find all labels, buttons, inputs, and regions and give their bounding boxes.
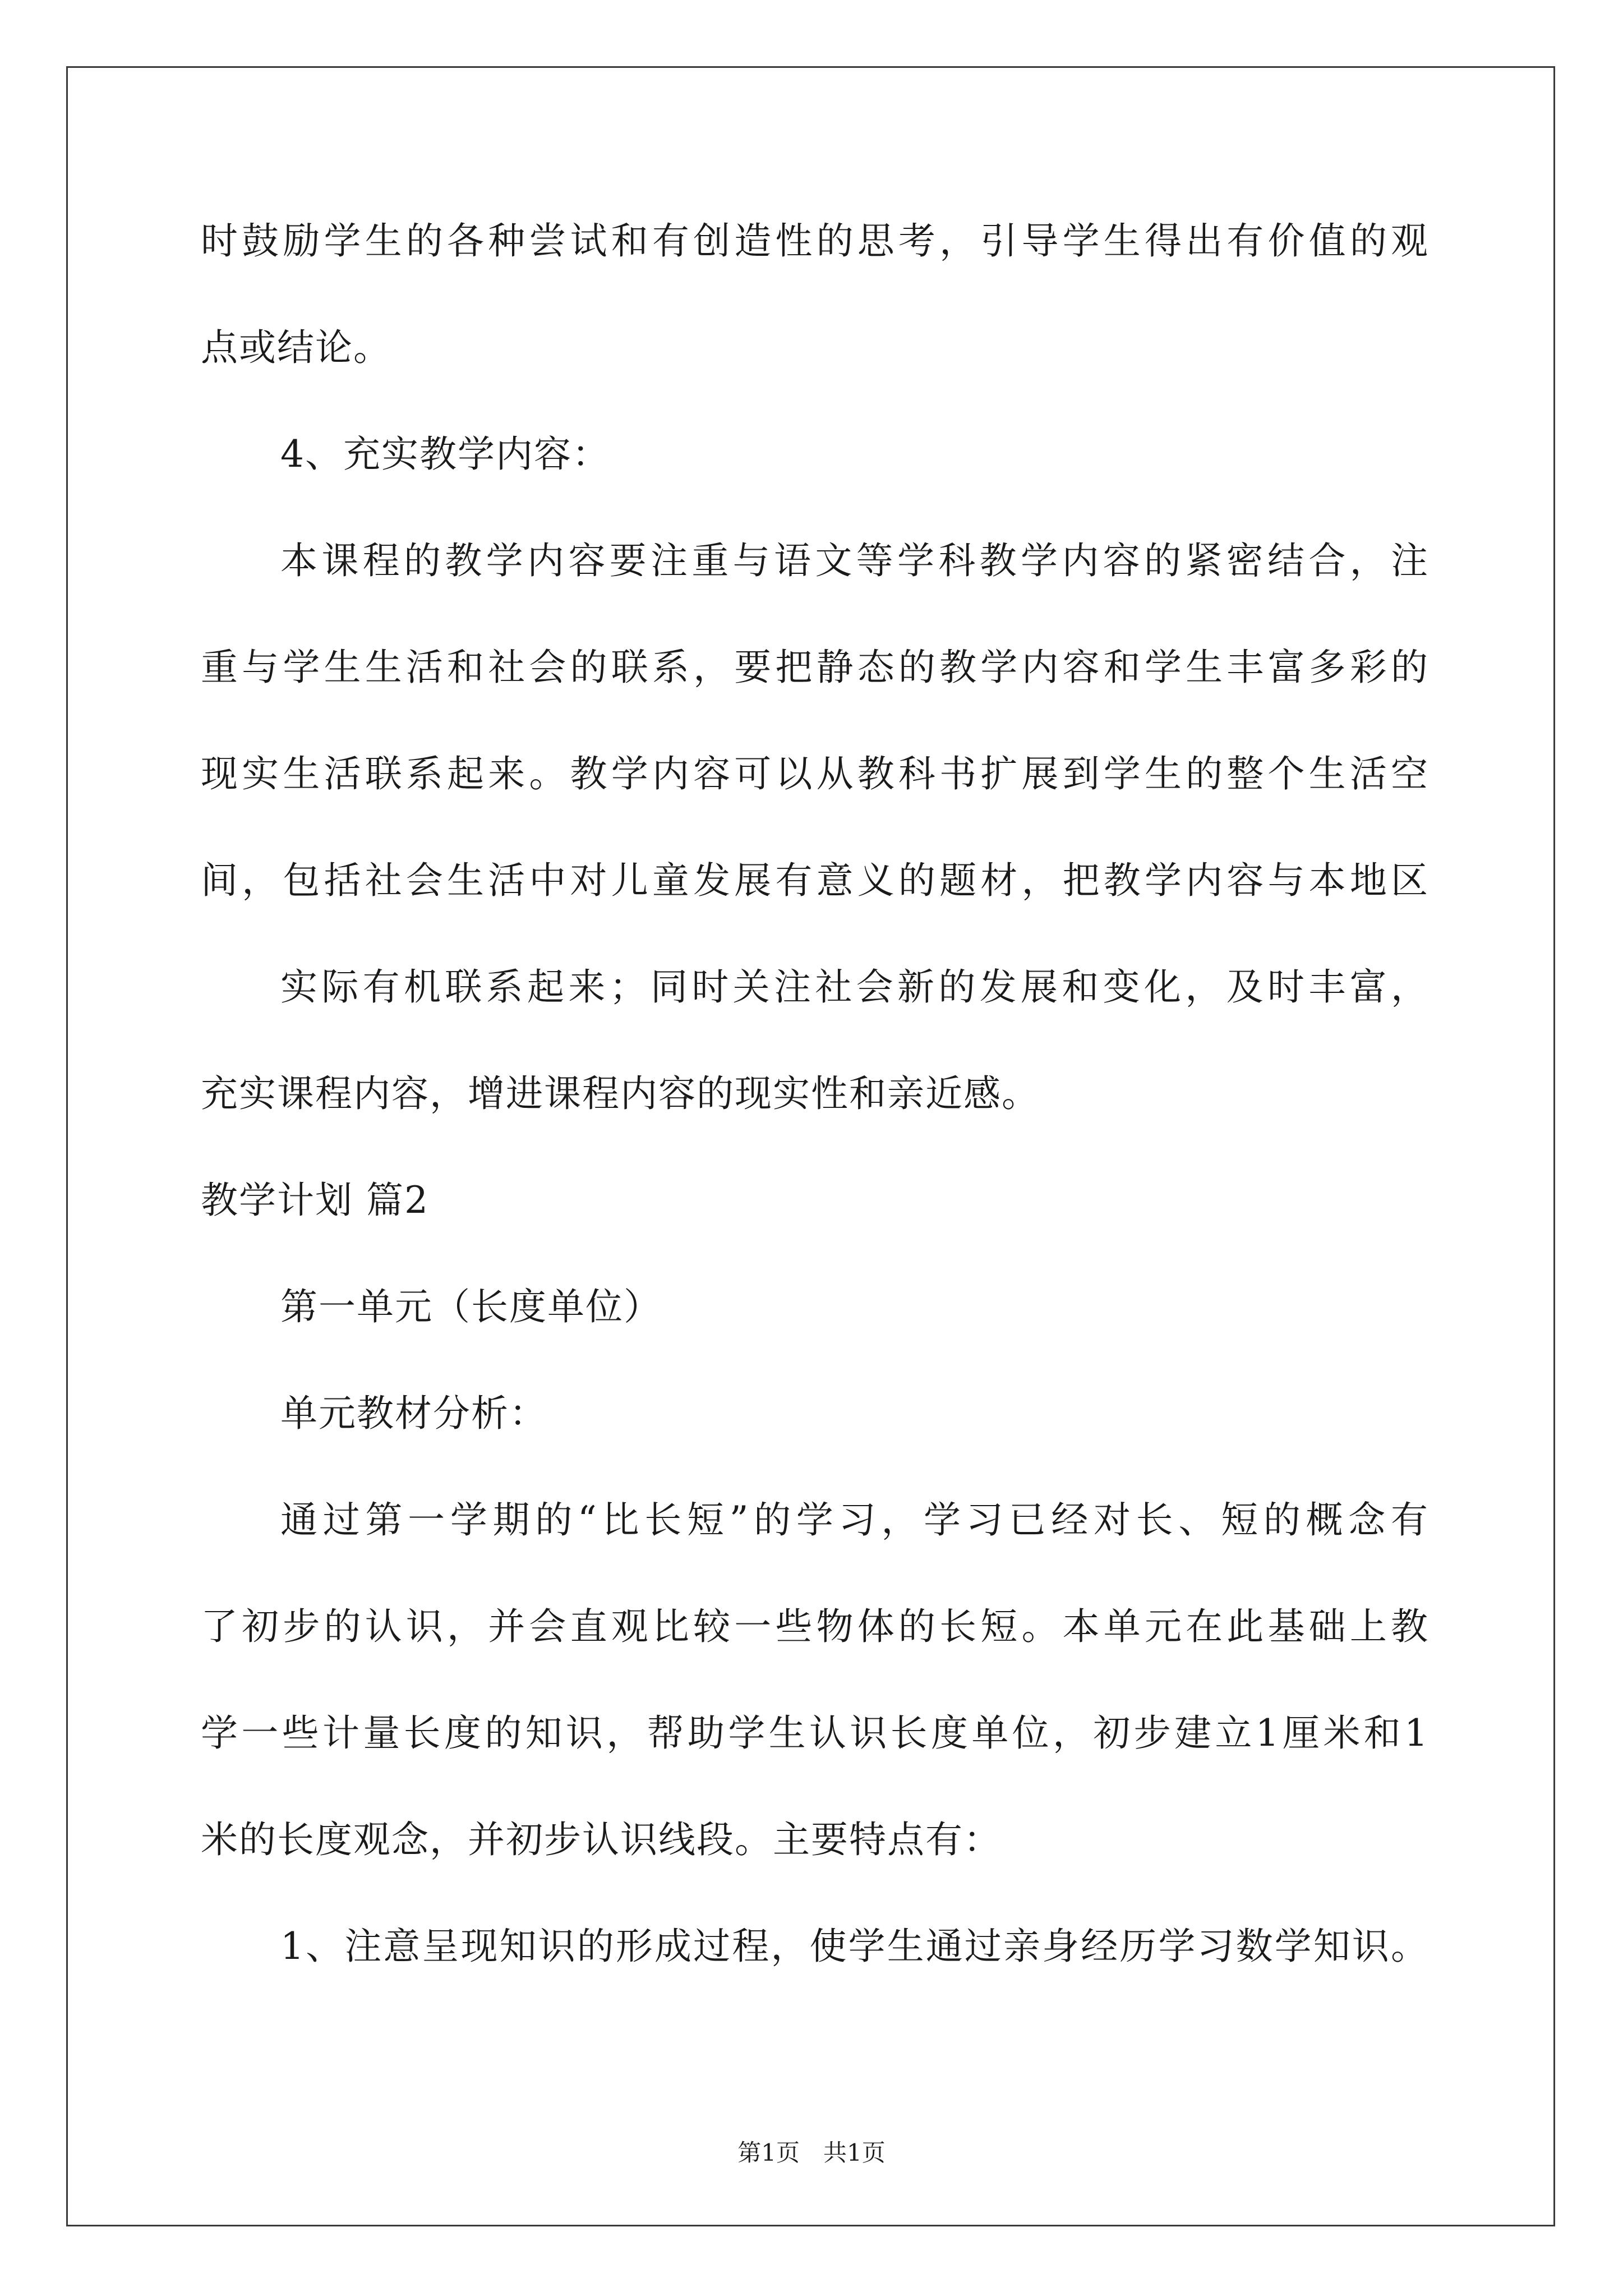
text-line: 学一些计量长度的知识，帮助学生认识长度单位，初步建立1厘米和1 <box>201 1711 1429 1755</box>
text-line: 1、注意呈现知识的形成过程，使学生通过亲身经历学习数学知识。 <box>280 1925 1429 1968</box>
article-title: 教学计划 篇2 <box>201 1179 429 1222</box>
text-line: 充实课程内容，增进课程内容的现实性和亲近感。 <box>201 1072 1040 1115</box>
text-line: 实际有机联系起来；同时关注社会新的发展和变化，及时丰富， <box>280 965 1429 1009</box>
text-line: 米的长度观念，并初步认识线段。主要特点有： <box>201 1818 1002 1861</box>
text-line: 现实生活联系起来。教学内容可以从教科书扩展到学生的整个生活空 <box>201 752 1429 795</box>
text-line: 重与学生生活和社会的联系，要把静态的教学内容和学生丰富多彩的 <box>201 646 1429 689</box>
section-heading: 4、充实教学内容： <box>280 432 610 476</box>
section-heading: 单元教材分析： <box>280 1392 547 1435</box>
page-footer: 第1页 共1页 <box>737 2139 886 2166</box>
unit-heading: 第一单元（长度单位） <box>280 1285 662 1328</box>
text-line: 本课程的教学内容要注重与语文等学科教学内容的紧密结合，注 <box>280 539 1429 582</box>
text-line: 时鼓励学生的各种尝试和有创造性的思考，引导学生得出有价值的观 <box>201 219 1429 263</box>
text-line: 点或结论。 <box>201 326 391 369</box>
page-border <box>66 66 1555 2226</box>
text-line: 通过第一学期的“比长短”的学习，学习已经对长、短的概念有 <box>280 1498 1429 1542</box>
text-line: 了初步的认识，并会直观比较一些物体的长短。本单元在此基础上教 <box>201 1605 1429 1648</box>
text-line: 间，包括社会生活中对儿童发展有意义的题材，把教学内容与本地区 <box>201 859 1429 902</box>
